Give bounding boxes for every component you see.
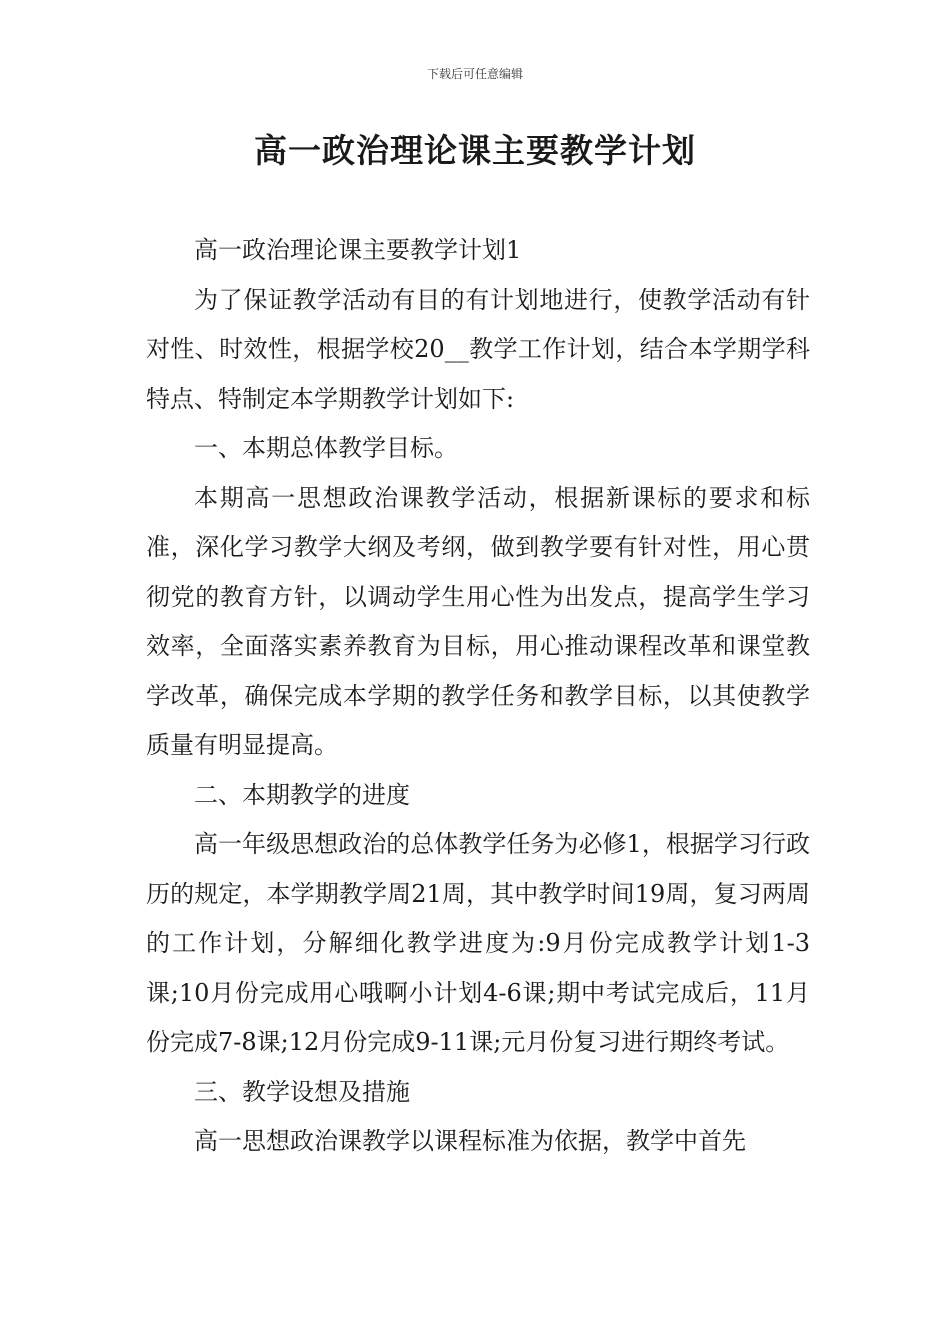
paragraph-intro: 为了保证教学活动有目的有计划地进行，使教学活动有针对性、时效性，根据学校20__教学工作计划，结合本学期学科特点、特制定本学期教学计划如下: xyxy=(146,285,810,413)
document-body xyxy=(146,226,810,1167)
paragraph-goals: 本期高一思想政治课教学活动，根据新课标的要求和标准，深化学习教学大纲及考纲，做到教学要有针对性，用心贯彻党的教育方针，以调动学生用心性为出发点，提高学生学习效率，全面落实素养教育为目标，用心推动课程改革和课堂教学改革，确保完成本学期的教学任务和教学目标，以其使教学质量有明显提高。 xyxy=(146,483,810,759)
section-heading-progress: 二、本期教学的进度 xyxy=(194,780,410,809)
header-note: 下载后可任意编辑 xyxy=(426,67,523,81)
section-heading-goals: 一、本期总体教学目标。 xyxy=(194,434,458,462)
paragraph-subtitle: 高一政治理论课主要教学计划1 xyxy=(194,236,522,264)
paragraph-measures: 高一思想政治课教学以课程标准为依据，教学中首先 xyxy=(194,1127,746,1155)
document-title: 高一政治理论课主要教学计划 xyxy=(254,131,696,170)
paragraph-progress: 高一年级思想政治的总体教学任务为必修1，根据学习行政历的规定，本学期教学周21周，其中教学时间19周，复习两周的工作计划，分解细化教学进度为:9月份完成教学计划1-3课;10月份完成用心哦啊小计划4-6课;期中考试完成后，11月份完成7-8课;12月份完成9-11课;元月份复习进行期终考试。 xyxy=(146,830,810,1056)
section-heading-measures: 三、教学设想及措施 xyxy=(194,1077,410,1106)
